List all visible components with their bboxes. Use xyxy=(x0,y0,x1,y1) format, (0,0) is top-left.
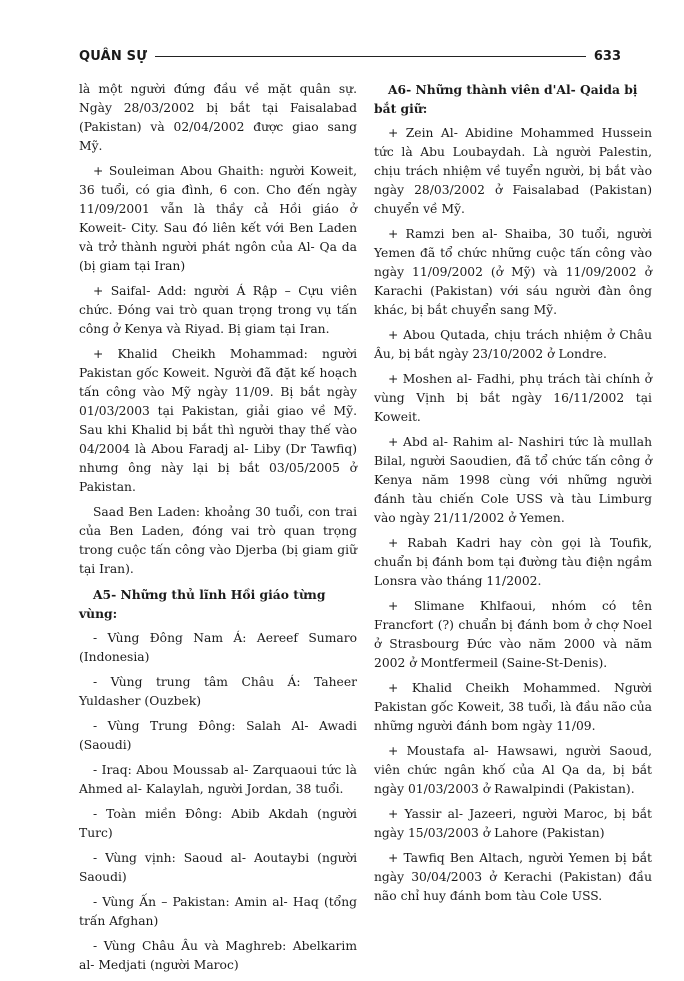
header-rule xyxy=(155,56,586,57)
section-heading-a6: A6- Những thành viên d'Al- Qaida bị bắt giữ: xyxy=(374,82,638,116)
paragraph: là một người đứng đầu về mặt quân sự. Ngày 28/03/2002 bị bắt tại Faisalabad (Pakistan) và 02/04/2002 được giao sang Mỹ. xyxy=(79,82,357,153)
paragraph: + Saifal- Add: người Á Rập – Cựu viên chức. Đóng vai trò quan trọng trong vụ tấn công ở Kenya và Riyad. Bị giam tại Iran. xyxy=(79,284,357,336)
list-item: + Moshen al- Fadhi, phụ trách tài chính ở vùng Vịnh bị bắt ngày 16/11/2002 tại Koweit. xyxy=(374,372,652,424)
list-item: + Moustafa al- Hawsawi, người Saoud, viên chức ngân khố của Al Qa da, bị bắt ngày 01/03/2003 ở Rawalpindi (Pakistan). xyxy=(374,744,652,796)
list-item: + Rabah Kadri hay còn gọi là Toufik, chuẩn bị đánh bom tại đường tàu điện ngầm Lonsra vào tháng 11/2002. xyxy=(374,536,652,588)
list-item: + Yassir al- Jazeeri, người Maroc, bị bắt ngày 15/03/2003 ở Lahore (Pakistan) xyxy=(374,807,652,840)
section-title: QUÂN SỰ xyxy=(79,48,148,64)
paragraph: + Souleiman Abou Ghaith: người Koweit, 36 tuổi, có gia đình, 6 con. Cho đến ngày 11/09/2001 vẫn là thầy cả Hồi giáo ở Koweit- City. Sau đó liên kết với Ben Laden và trở thành người phát ngôn của Al- Qa da (bị giam tại Iran) xyxy=(79,164,357,273)
list-item: + Slimane Khlfaoui, nhóm có tên Francfort (?) chuẩn bị đánh bom ở chợ Noel ở Strasbourg Đức vào năm 2000 và năm 2002 ở Montfermeil (Saine-St-Denis). xyxy=(374,599,652,670)
list-item: - Vùng Trung Đông: Salah Al- Awadi (Saoudi) xyxy=(79,719,357,752)
list-item: + Ramzi ben al- Shaiba, 30 tuổi, người Yemen đã tổ chức những cuộc tấn công vào ngày 11/09/2002 (ở Mỹ) và 11/09/2002 ở Karachi (Pakistan) với sáu người đàn ông khác, bị bắt chuyển sang Mỹ. xyxy=(374,227,652,317)
right-column xyxy=(374,80,652,912)
list-item: - Vùng Ấn – Pakistan: Amin al- Haq (tổng trấn Afghan) xyxy=(79,895,357,928)
left-column xyxy=(79,80,357,981)
list-item: + Abd al- Rahim al- Nashiri tức là mullah Bilal, người Saoudien, đã tổ chức tấn công ở Kenya năm 1998 cùng với những người đánh tàu chiến Cole USS và tàu Limburg vào ngày 21/11/2002 ở Yemen. xyxy=(374,435,652,525)
list-item: - Vùng trung tâm Châu Á: Taheer Yuldasher (Ouzbek) xyxy=(79,675,357,708)
list-item: + Khalid Cheikh Mohammed. Người Pakistan gốc Koweit, 38 tuổi, là đầu não của những người đánh bom ngày 11/09. xyxy=(374,681,652,733)
list-item: + Tawfiq Ben Altach, người Yemen bị bắt ngày 30/04/2003 ở Kerachi (Pakistan) đầu não chỉ huy đánh bom tàu Cole USS. xyxy=(374,851,652,903)
paragraph: + Khalid Cheikh Mohammad: người Pakistan gốc Koweit. Người đã đặt kế hoạch tấn công vào Mỹ ngày 11/09. Bị bắt ngày 01/03/2003 tại Pakistan, giải giao về Mỹ. Sau khi Khalid bị bắt thì người thay thế vào 04/2004 là Abou Faradj al- Liby (Dr Tawfiq) nhưng ông này lại bị bắt 03/05/2005 ở Pakistan. xyxy=(79,347,357,494)
paragraph: Saad Ben Laden: khoảng 30 tuổi, con trai của Ben Laden, đóng vai trò quan trọng trong cuộc tấn công vào Djerba (bị giam giữ tại Iran). xyxy=(79,505,357,576)
running-header xyxy=(79,46,621,66)
page-number: 633 xyxy=(593,48,621,64)
list-item: + Abou Qutada, chịu trách nhiệm ở Châu Âu, bị bắt ngày 23/10/2002 ở Londre. xyxy=(374,328,652,361)
section-heading-a5: A5- Những thủ lĩnh Hồi giáo từng vùng: xyxy=(79,587,326,621)
list-item: - Vùng Đông Nam Á: Aereef Sumaro (Indonesia) xyxy=(79,631,357,664)
list-item: - Vùng vịnh: Saoud al- Aoutaybi (người Saoudi) xyxy=(79,851,357,884)
list-item: - Vùng Châu Âu và Maghreb: Abelkarim al- Medjati (người Maroc) xyxy=(79,939,357,972)
list-item: - Iraq: Abou Moussab al- Zarquaoui tức là Ahmed al- Kalaylah, người Jordan, 38 tuổi. xyxy=(79,763,357,796)
list-item: + Zein Al- Abidine Mohammed Hussein tức là Abu Loubaydah. Là người Palestin, chịu trách nhiệm về tuyển người, bị bắt vào ngày 28/03/2002 ở Faisalabad (Pakistan) chuyển về Mỹ. xyxy=(374,126,652,216)
list-item: - Toàn miền Đông: Abib Akdah (người Turc) xyxy=(79,807,357,840)
